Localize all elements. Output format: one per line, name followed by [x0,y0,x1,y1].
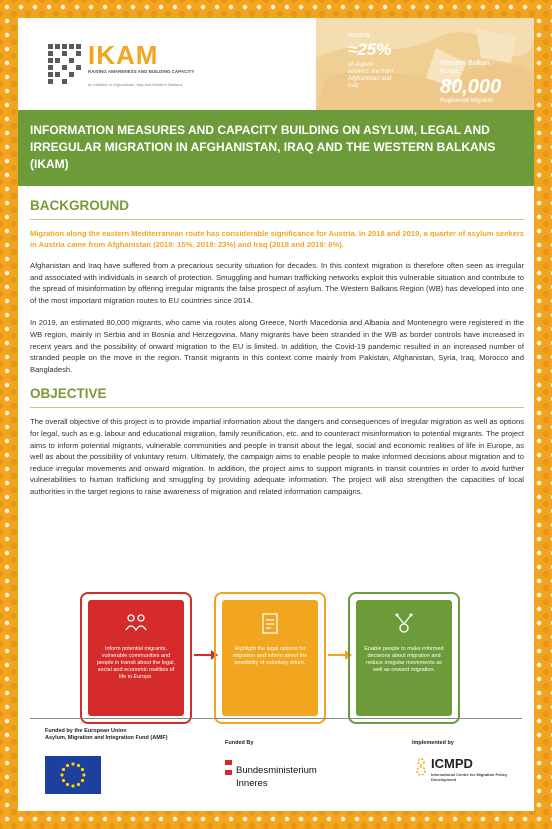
objective-heading: OBJECTIVE [30,386,107,402]
flow-box-enable [348,592,460,724]
ikam-logo-mark-icon [48,44,84,88]
austria-label: Austria [348,32,370,39]
header [18,18,534,110]
arrow-icon [194,654,216,656]
divider [30,407,524,408]
austria-percent: ≈25% [348,40,392,59]
document-icon [259,612,281,636]
icmpd-name: ICMPD [431,756,473,771]
background-paragraph-1: Afghanistan and Iraq have suffered from a precarious security situation for decades. In this context migration is therefore often seen as irregular and associated with individuals in search of protection. Smuggling and human trafficking networks exploit this vulnerable situation and contribute to the spread of misinformation by offering irregular migrants the false prospect of asylum. The Western Balkans Region (WB) has developed into one of the most important migration routes to EU countries since 2014. [30,261,524,305]
flow-box-highlight [214,592,326,724]
objective-paragraph: The overall objective of this project is to provide impartial information about the dangers and consequences of irregular migration as well as options for legal, such as e.g. labour and educational migration, family reunification, etc. and to counteract misinformation to potential migrants. The project aims to inform potential migrants, vulnerable communities and people in transit about the legal, social and economic realities of life in Europe, as well as about the possibility of voluntary return. Ultimately, the campaign aims to enable people to make informed decisions about migration and to reduce irregular movements and onward migration. In addition, the project aims to support migrants in transit countries in order to avoid further vulnerabilities to human trafficking and smuggling by providing adequate information. The project will also strengthen the capacities of local authorities in the target regions to raise awareness of migration and related information campaigns. [30,417,524,496]
page-title: INFORMATION MEASURES AND CAPACITY BUILDING ON ASYLUM, LEGAL AND IRREGULAR MIGRATION IN AFGHANISTAN, IRAQ AND THE WESTERN BALKANS (IKAM) [30,123,496,171]
flow-box-highlight-text: Highlight the legal options for migration and inform about the possibility of voluntary return. [232,646,308,666]
flow-box-enable-text: Enable people to make informed decisions about migration and reduce irregular movements as well as onward migration. [364,646,444,673]
arrow-icon [328,654,350,656]
funded-eu-label: Funded by the European Union Asylum, Migration and Integration Fund (AMIF) [45,728,168,741]
title-bar [18,110,534,186]
logo-wordmark: IKAM [88,40,159,70]
austria-flag-icon [225,760,232,776]
wb-desc: Registered Migrants [440,98,494,104]
icmpd-logo-icon [413,758,429,776]
funded-by-label: Funded By [225,740,254,746]
background-paragraph-2: In 2019, an estimated 80,000 migrants, who came via routes along Greece, North Macedonia and Albania and Montenegro were registered in the WB region, mainly in Serbia and in Bosnia and Herzegovina. Many migrants have been stranded in the WB as border controls have increased in recent years and the possibility of onward migration to the EU is limited. In addition, the Covid-19 pandemic resulted in an increased number of stranded people on the move in the region. Transit migrants in this context come mainly from Pakistan, Afghanistan, Syria, Iraq, Morocco and Bangladesh. [30,318,524,374]
decision-icon [393,612,415,636]
logo-subline: an initiative in Afghanistan, Iraq and Western Balkans [88,82,183,87]
wb-label: Western Balkan Route [440,60,490,75]
content [30,198,524,509]
implemented-by-label: Implemented by [412,740,454,746]
wb-number: 80,000 [440,76,502,98]
divider [30,219,524,220]
eu-flag-icon [45,756,101,794]
icmpd-subtitle: International Centre for Migration Policy Development [431,772,508,782]
flow-box-inform [80,592,192,724]
objective-flow [80,592,460,724]
map-infographic [316,18,534,110]
flow-box-inform-text: Inform potential migrants, vulnerable communities and people in transit about the legal, social and economic realities of life in Europe. [97,646,175,680]
logo-tagline: RAISING AWARENESS AND BUILDING CAPACITY [88,69,195,74]
ministry-name: Bundesministerium Inneres [236,765,317,789]
background-lead: Migration along the eastern Mediterranean route has considerable significance for Austria. In 2018 and 2019, a quarter of asylum seekers in Austria came from Afghanistan (2018: 15%, 2019: 23%) and Iraq (2018 and 2019: 6%). [30,229,524,249]
footer-divider [30,718,522,719]
austria-desc: of asylum seekers are from Afghanistan and Iraq [348,62,394,89]
poster-page [18,18,534,811]
background-heading: BACKGROUND [30,198,129,213]
people-icon [125,612,147,636]
